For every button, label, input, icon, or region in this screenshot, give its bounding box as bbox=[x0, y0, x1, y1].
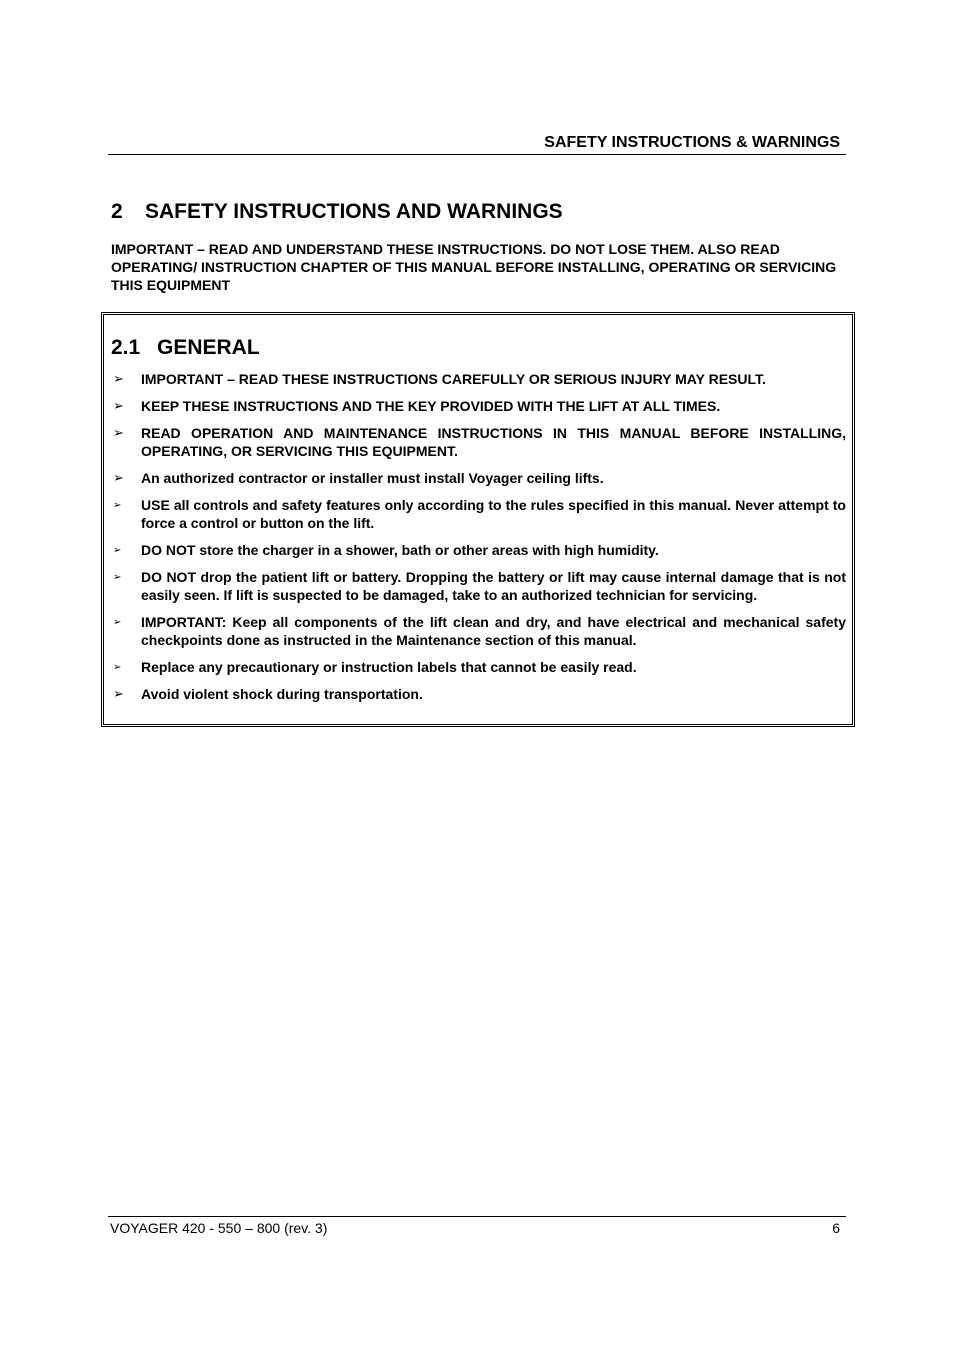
section-heading bbox=[111, 199, 563, 225]
footer-document-title: VOYAGER 420 - 550 – 800 (rev. 3) bbox=[110, 1220, 328, 1236]
list-item: ➢ KEEP THESE INSTRUCTIONS AND THE KEY PROVIDED WITH THE LIFT AT ALL TIMES. bbox=[113, 398, 721, 414]
arrow-bullet-icon: ➢ bbox=[113, 425, 124, 440]
list-item: ➢ DO NOT store the charger in a shower, bath or other areas with high humidity. bbox=[113, 542, 659, 558]
general-box bbox=[101, 312, 855, 727]
list-item: ➢ IMPORTANT – READ THESE INSTRUCTIONS CAREFULLY OR SERIOUS INJURY MAY RESULT. bbox=[113, 371, 766, 387]
arrow-bullet-icon: ➢ bbox=[113, 545, 122, 556]
subsection-heading bbox=[111, 335, 260, 361]
section-title: SAFETY INSTRUCTIONS AND WARNINGS bbox=[145, 200, 563, 223]
list-item: ➢ READ OPERATION AND MAINTENANCE INSTRUCTIONS IN THIS MANUAL BEFORE INSTALLING, OPERATING, OR SERVICING THIS EQUIPMENT. bbox=[113, 425, 846, 459]
list-item: ➢ Avoid violent shock during transportation. bbox=[113, 686, 423, 702]
instruction-list bbox=[111, 370, 846, 712]
footer-rule bbox=[108, 1216, 846, 1217]
arrow-bullet-icon: ➢ bbox=[113, 371, 124, 386]
section-number: 2 bbox=[111, 200, 123, 223]
arrow-bullet-icon: ➢ bbox=[113, 572, 122, 583]
page-number: 6 bbox=[832, 1220, 840, 1236]
list-item: ➢ An authorized contractor or installer must install Voyager ceiling lifts. bbox=[113, 470, 604, 486]
running-header: SAFETY INSTRUCTIONS & WARNINGS bbox=[544, 134, 840, 151]
arrow-bullet-icon: ➢ bbox=[113, 662, 122, 673]
arrow-bullet-icon: ➢ bbox=[113, 470, 124, 485]
arrow-bullet-icon: ➢ bbox=[113, 398, 124, 413]
subsection-title: GENERAL bbox=[157, 336, 260, 359]
list-item: ➢ Replace any precautionary or instruction labels that cannot be easily read. bbox=[113, 659, 637, 675]
header-rule bbox=[108, 154, 846, 155]
list-item: ➢ DO NOT drop the patient lift or battery. Dropping the battery or lift may cause internal damage that is not easily seen. If lift is suspected to be damaged, take to an authorized technician for servicing. bbox=[113, 569, 846, 603]
important-note: IMPORTANT – READ AND UNDERSTAND THESE INSTRUCTIONS. DO NOT LOSE THEM. ALSO READ OPERATING/ INSTRUCTION CHAPTER OF THIS MANUAL BEFORE INSTALLING, OPERATING OR SERVICING THIS EQUIPMENT bbox=[111, 241, 837, 293]
list-item: ➢ USE all controls and safety features only according to the rules specified in this manual. Never attempt to force a control or button on the lift. bbox=[113, 497, 846, 531]
arrow-bullet-icon: ➢ bbox=[113, 617, 122, 628]
arrow-bullet-icon: ➢ bbox=[113, 500, 122, 511]
subsection-number: 2.1 bbox=[111, 336, 141, 359]
arrow-bullet-icon: ➢ bbox=[113, 686, 124, 701]
list-item: ➢ IMPORTANT: Keep all components of the lift clean and dry, and have electrical and mechanical safety checkpoints done as instructed in the Maintenance section of this manual. bbox=[113, 614, 846, 648]
